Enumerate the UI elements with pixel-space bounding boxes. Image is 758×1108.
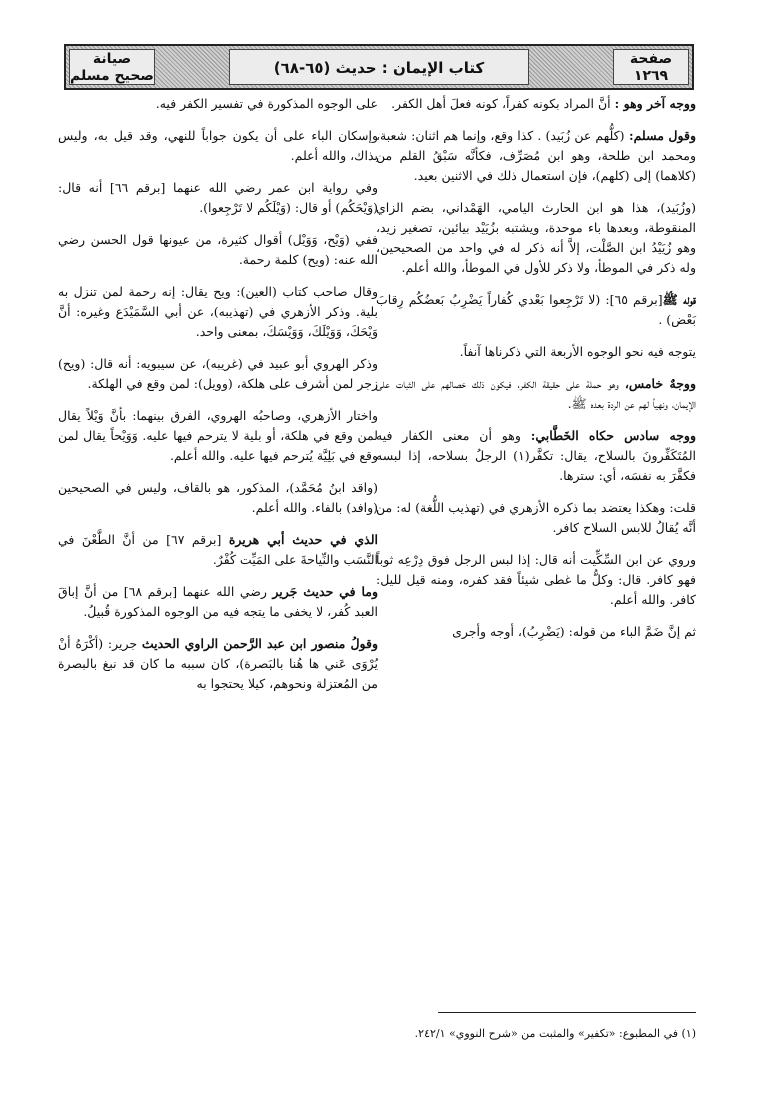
paragraph-text: واختار الأزهري، وصاحبُه الهروي، الفرق بينهما: بأنَّ وَيْلاً يقال لمن وقع في هلكة، أو بلية لا يترحم فيها عليه. وَوَيْحاً يقال لمن وقع في بَلِيَّة يُترحم فيها عليه. والله أعلم.: [58, 408, 378, 463]
paragraph: [58, 478, 378, 518]
left-text-column: [58, 94, 378, 706]
page-label: صفحة: [629, 51, 673, 67]
paragraph: [376, 374, 696, 414]
paragraph-text: وفي رواية ابن عمر رضي الله عنهما [برقم ٦٦] أنه قال: (وَيْحَكُم) أو قال: (وَيْلَكُم لا تَرْجِعوا).: [58, 180, 378, 215]
paragraph: [376, 342, 696, 362]
paragraph: [58, 178, 378, 218]
paragraph: [376, 290, 696, 330]
paragraph: [58, 354, 378, 394]
paragraph-text: وروي عن ابن السِّكِّيت أنه قال: إذا لبس الرجل فوق دِرْعِه ثوباً فهو كافر. قال: وكلُّ ما غطى شيئاً فقد كفره، ومنه قيل لليل: كافر. والله أعلم.: [376, 552, 696, 607]
page-number: ١٢٦٩: [633, 68, 669, 84]
paragraph-text: وقال صاحب كتاب (العين): ويح يقال: إنه رحمة لمن تنزل به بلية. وذكر الأزهري في (تهذيبه)، عن أبي السَّمَيْدَع وغيره: أنَّ وَيْحَكَ، وَوَيْلَكَ، وَوَيْسَكَ، بمعنى واحد.: [58, 284, 378, 339]
paragraph-text: [برقم ٦٥]: (لا تَرْجِعوا بَعْدي كُفاراً يَضْرِبُ بَعضُكُم رِقابَ بَعْض) .: [376, 292, 696, 327]
series-line-1: صيانة: [92, 51, 132, 67]
paragraph: [58, 582, 378, 622]
paragraph-text: جرير: (أكْرَهُ أنْ يُرْوَى عَني ها هُنا بالبَصرة)، كان سببه ما كان قد نبغ بالبصرة من المُعتزلة ونحوهم، كيلا يحتجوا به: [58, 636, 378, 691]
paragraph-text: وذكر الهروي أبو عبيد في (غريبه)، عن سيبويه: أنه قال: (ويح) زجر لمن أشرف على هلكة، (وويل): لمن وقع في الهلكة.: [58, 356, 378, 391]
paragraph: [376, 550, 696, 610]
paragraph: [376, 426, 696, 486]
paragraph: [58, 634, 378, 694]
paragraph: [58, 126, 378, 166]
footnote: (١) في المطبوع: «تكفير» والمثبت من «شرح النووي» ٢٤٢/١.: [414, 1027, 696, 1040]
paragraph-text: (واقد ابنُ مُحَمَّد)، المذكور، هو بالقاف، وليس في الصحيحين (وافد) بالفاء. والله أعلم.: [58, 480, 378, 515]
paragraph: [58, 230, 378, 270]
right-text-column: [376, 94, 696, 654]
paragraph-lead: ووجه سادس حكاه الخَطَّابي:: [530, 428, 697, 443]
paragraph-lead: وقول مسلم:: [624, 128, 696, 143]
paragraph: [376, 126, 696, 186]
paragraph-lead: وقولُ منصور ابن عبد الرَّحمن الراوي الحديث: [141, 636, 379, 651]
paragraph-text: أنَّ المراد بكونه كفراً، كونه فعلَ أهل الكفر.: [391, 96, 615, 111]
paragraph: [376, 498, 696, 538]
paragraph-text: (وزُبَيد)، هذا هو ابن الحارث اليامي، الهَمْداني، بضم الزاي المنقوطة، وبعدها باء موحدة، ويشتبه بزُيَيْد بيائين، تصغير زيد، وهو زُيَيْدُ ابن الصَّلْت، إلاَّ أنه ذكر له في واحد من الصحيحين، وله ذكر في الموطأ، ولا ذكر للأول في الموطأ، والله أعلم.: [376, 200, 696, 275]
footnote-divider: [438, 1012, 696, 1013]
paragraph: [376, 94, 696, 114]
paragraph-text: [برقم ٦٧] من أنَّ الطَّعْنَ في النَّسَب والنِّياحةَ على المَيِّت كُفْرٌ.: [58, 532, 378, 567]
paragraph-text: وهو حملة على حقيقة الكفر، فيكون ذلك خصالهم على الثبات على الإيمان، ونهياً لهم عن الردة بعده ﷺ.: [376, 376, 696, 411]
paragraph: [58, 406, 378, 466]
paragraph: [58, 94, 378, 114]
paragraph: [376, 622, 696, 642]
page-header: [64, 44, 694, 90]
paragraph-text: قلت: وهكذا يعتضد بما ذكره الأزهري في (تهذيب اللُّغة) له: من أنَّه يُقالُ للابس السلاح كافر.: [376, 500, 696, 535]
series-line-2: صحيح مسلم: [70, 68, 154, 84]
paragraph-text: رضي الله عنهما [برقم ٦٨] من أنَّ إباقَ العبد كُفر، لا يخفى ما يتجه فيه من الوجوه المذكورة قُبيلُ.: [58, 584, 378, 619]
paragraph-lead: قوله ﷺ: [662, 292, 696, 307]
paragraph-text: وهو أن معنى الكفار فيه المُتَكَفِّرونَ بالسلاح، يقال: تكفَّر(١) الرجلُ بسلاحه، إذا لبسه فكفَّرَ به نفسَه، أي: سترها.: [376, 428, 696, 483]
paragraph-lead: ووجهٌ خامس،: [624, 376, 697, 391]
paragraph-lead: وما في حديث جَرير: [272, 584, 378, 599]
paragraph: [58, 530, 378, 570]
paragraph: [376, 198, 696, 278]
header-title-box: [229, 49, 529, 85]
paragraph-text: ففي (وَيْح، وَوَيْل) أقوال كثيرة، من عيونها قول الحسن رضي الله عنه: (ويح) كلمة رحمة.: [58, 232, 378, 267]
header-title: كتاب الإيمان : حديث (٦٥-٦٨): [273, 59, 485, 77]
paragraph-text: (كلُّهم عن زُبَيد) . كذا وقع، وإنما هم اثنان: شعبة، ومحمد ابن طلحة، وهو ابن مُصَرِّف، فكأنَّه سَبْقُ القلم من (كلاهما) إلى (كلهم)، فإن استعمال ذلك في الاثنين بعيد.: [376, 128, 696, 183]
paragraph-text: وإسكان الباء على أن يكون جواباً للنهي، وقد قيل به، وليس بذاك، والله أعلم.: [58, 128, 378, 163]
paragraph-text: على الوجوه المذكورة في تفسير الكفر فيه.: [155, 96, 378, 111]
page-number-box: [613, 49, 689, 85]
paragraph: [58, 282, 378, 342]
series-title-box: [69, 49, 155, 85]
paragraph-text: ثم إنَّ ضَمَّ الباء من قوله: (يَضْرِبُ)، أوجه وأجرى: [452, 624, 696, 639]
paragraph-text: يتوجه فيه نحو الوجوه الأربعة التي ذكرناها آنفاً.: [459, 344, 696, 359]
paragraph-lead: ووجه آخر وهو :: [614, 96, 696, 111]
paragraph-lead: الذي في حديث أبي هريرة: [228, 532, 378, 547]
